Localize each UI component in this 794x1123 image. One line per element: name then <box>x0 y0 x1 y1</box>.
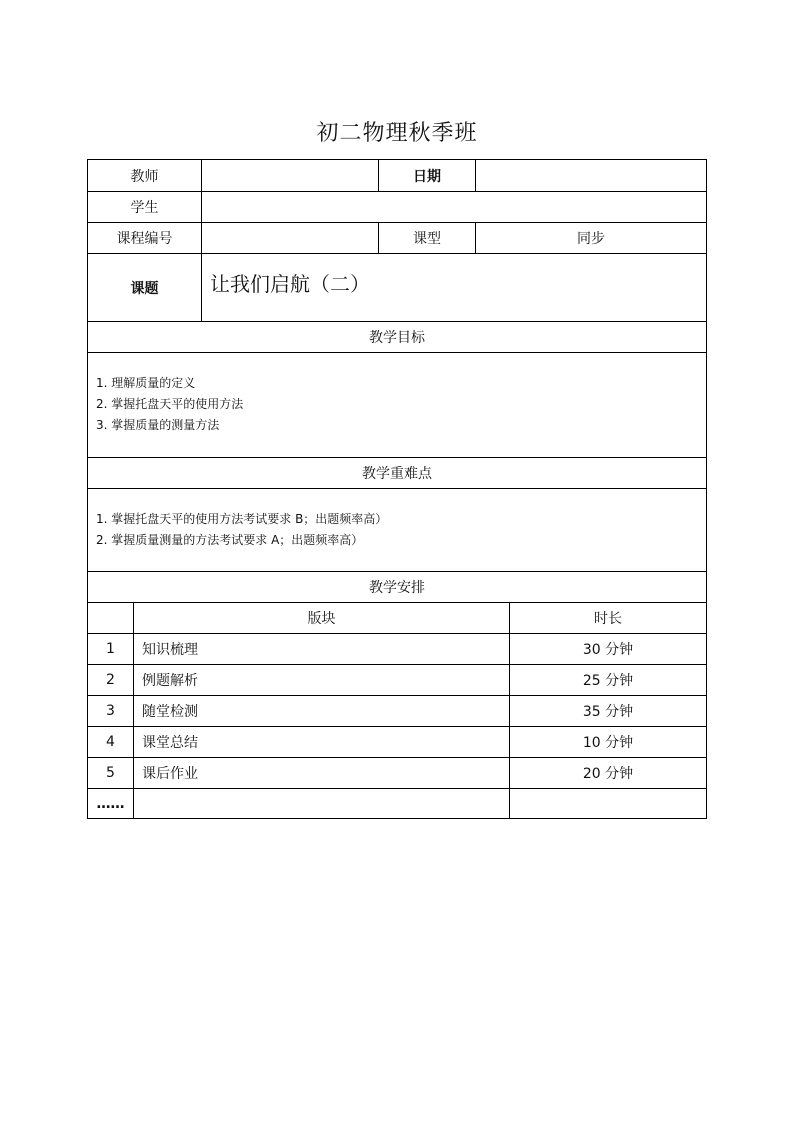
student-label: 学生 <box>130 200 159 216</box>
row-divider <box>88 488 706 489</box>
objectives-list <box>88 373 706 436</box>
course-number-value <box>202 223 378 253</box>
objective-item: 3. 掌握质量的测量方法 <box>96 418 220 432</box>
col-header-block: 版块 <box>307 611 336 627</box>
key-points-heading: 教学重难点 <box>362 466 432 482</box>
lesson-plan-table <box>87 159 707 819</box>
course-type-label: 课型 <box>413 231 441 247</box>
date-label: 日期 <box>413 168 441 185</box>
row-duration: 35 分钟 <box>582 704 634 720</box>
objectives-heading: 教学目标 <box>369 330 425 346</box>
topic-label: 课题 <box>130 280 159 297</box>
row-number: 2 <box>106 672 115 688</box>
row-block: 课堂总结 <box>142 735 198 751</box>
row-number: 3 <box>106 703 115 719</box>
teacher-value <box>202 160 378 191</box>
course-type-value: 同步 <box>577 231 605 247</box>
row-block: 例题解析 <box>142 673 198 689</box>
document-title: 初二物理秋季班 <box>316 121 478 146</box>
row-number: 4 <box>106 734 115 750</box>
row-ellipsis: …… <box>96 795 125 812</box>
row-block: 知识梳理 <box>142 642 198 658</box>
row-duration: 30 分钟 <box>582 642 634 658</box>
row-block: 课后作业 <box>142 766 198 782</box>
objective-item: 1. 理解质量的定义 <box>96 376 196 390</box>
row-duration: 25 分钟 <box>582 673 634 689</box>
course-number-label: 课程编号 <box>116 231 173 247</box>
row-duration: 20 分钟 <box>582 766 634 782</box>
row-block: 随堂检测 <box>142 704 198 720</box>
date-value <box>476 160 706 191</box>
col-header-duration: 时长 <box>594 611 622 627</box>
teacher-label: 教师 <box>130 168 159 185</box>
topic-value: 让我们启航（二） <box>210 271 370 296</box>
key-point-item: 2. 掌握质量测量的方法考试要求 A；出题频率高） <box>96 533 364 547</box>
row-number: 1 <box>106 641 115 657</box>
row-duration: 10 分钟 <box>582 735 634 751</box>
schedule-heading: 教学安排 <box>369 580 425 596</box>
student-value <box>202 192 706 222</box>
row-divider <box>88 788 706 789</box>
row-divider <box>88 352 706 353</box>
objective-item: 2. 掌握托盘天平的使用方法 <box>96 397 244 411</box>
row-number: 5 <box>106 765 115 781</box>
key-points-list <box>88 509 706 551</box>
key-point-item: 1. 掌握托盘天平的使用方法考试要求 B；出题频率高） <box>96 512 388 526</box>
